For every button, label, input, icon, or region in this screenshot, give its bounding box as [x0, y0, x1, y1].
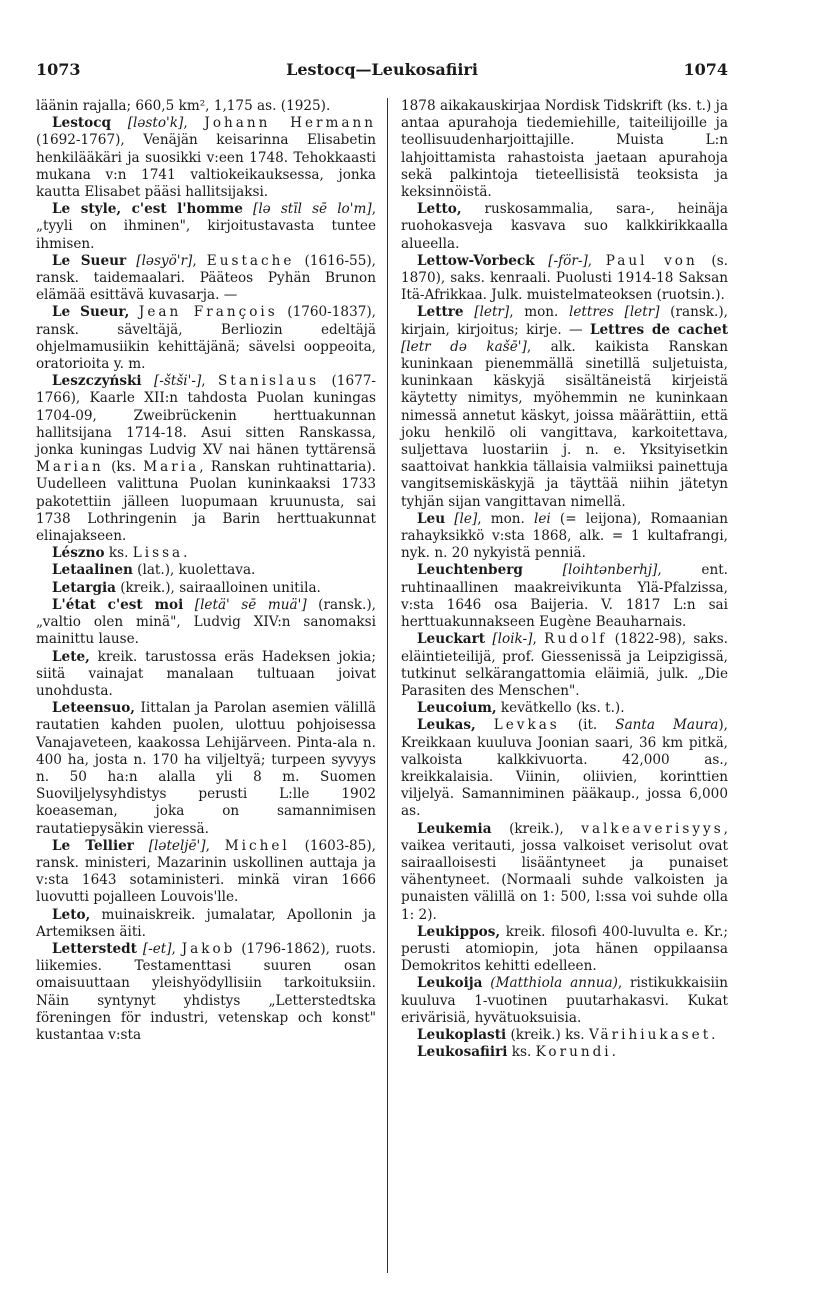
- entry-text: (1822-98), saks. eläintieteilijä, prof. Giessenissä ja Leipzigissä, tutkinut selkärangattomia eläimiä, julk. „Die Parasiten des Menschen".: [401, 631, 728, 699]
- entry-paragraph: [401, 511, 728, 563]
- entry-headword: Leukoplasti: [417, 1026, 507, 1043]
- entry-paragraph: [36, 562, 376, 579]
- entry-text: (1692-1767), Venäjän keisarinna Elisabetin henkilääkäri ja suosikki v:een 1748. Tehokkaasti mukana v:n 1741 valtiokeikauksessa, jonka kautta Elisabet pääsi hallitsijaksi.: [36, 132, 376, 201]
- left-column: [36, 98, 376, 1044]
- entry-text: (Matthiola annua): [490, 975, 618, 992]
- entry-text: (s. 1870), saks. kenraali. Puolusti 1914-18 Saksan Itä-Afrikkaa. Julk. muistelmateoksen (ruotsin.).: [401, 252, 728, 304]
- entry-headword: L'état c'est moi: [52, 596, 184, 613]
- entry-text: ,: [183, 115, 205, 132]
- entry-headword: Leukippos,: [417, 923, 501, 940]
- entry-text: lei: [534, 510, 551, 527]
- entry-paragraph: [401, 1027, 728, 1044]
- entry-headword: Leuchtenberg: [417, 562, 523, 579]
- entry-paragraph: [401, 975, 728, 1027]
- entry-text: ks.: [104, 545, 133, 562]
- entry-text: Rudolf: [544, 631, 608, 648]
- entry-text: (it.: [559, 717, 616, 734]
- entry-headword: Lettow-Vorbeck: [417, 252, 535, 269]
- entry-paragraph: [36, 907, 376, 941]
- entry-text: [-för-]: [548, 252, 588, 269]
- entry-text: muinaiskreik. jumalatar, Apollonin ja Artemiksen äiti.: [36, 906, 376, 940]
- entry-headword: Letterstedt: [52, 940, 137, 957]
- entry-text: ,: [205, 837, 225, 854]
- entry-text: Santa Maura: [615, 717, 719, 734]
- right-column: [401, 98, 728, 1061]
- entry-paragraph: [401, 253, 728, 305]
- entry-text: (= leijona), Romaanian rahayksikkö v:sta 1868, alk. = 1 kultafrangi, nyk. n. 20 nykyistä penniä.: [401, 510, 728, 562]
- entry-paragraph: [401, 562, 728, 631]
- entry-paragraph: [401, 201, 728, 253]
- entry-text: lettres [letr]: [569, 304, 660, 321]
- page-header: [36, 60, 728, 86]
- entry-paragraph: [401, 821, 728, 924]
- page-number-left: 1073: [36, 60, 81, 79]
- entry-text: , ristikukkaisiin kuuluva 1-vuotinen puutarhakasvi. Kukat erivärisiä, hyvätuoksuisia.: [401, 975, 729, 1026]
- entry-headword: Leszczyński: [52, 373, 142, 390]
- entry-paragraph: [36, 304, 376, 373]
- entry-text: ,: [532, 631, 545, 648]
- entry-text: [183, 597, 195, 613]
- entry-text: Värihiukaset: [588, 1026, 712, 1043]
- entry-paragraph: [36, 373, 376, 545]
- entry-text: valkeaverisyys: [581, 820, 724, 837]
- entry-text: (1760-1837), ransk. säveltäjä, Berliozin edeltäjä ohjelmamusiikin kehittäjänä; sävelsi ooppeoita, oratorioita y. m.: [36, 304, 376, 373]
- entry-text: ), Kreikkaan kuuluva Joonian saari, 36 km pitkä, valkoista kalkkivuorta. 42,000 as., kreikkalaisia. Viinin, oliivien, korinttien viljelyä. Samanniminen pääkaup., jossa 6,000 as.: [401, 717, 728, 820]
- entry-text: läänin rajalla; 660,5 km², 1,175 as. (1925).: [36, 98, 331, 114]
- entry-text: , Ranskan ruhtinattaria). Uudelleen valittuna Puolan kuninkaaksi 1733 pakotettiin jälleen luopumaan kruunusta, sai 1738 Lothringenin ja Barin herttuakunnat elinajakseen.: [36, 459, 376, 545]
- entry-text: [ləteljē']: [148, 837, 206, 854]
- entry-text: Marian: [36, 459, 104, 476]
- entry-headword: Lestocq: [52, 115, 111, 132]
- entry-text: , ent. ruhtinaallinen maakreivikunta Ylä-Pfalzissa, v:sta 1646 osa Baijeria. V. 1817 L:n sai herttuakunnakseen Eugène Beauharnais.: [401, 562, 728, 631]
- entry-text: (lat.), kuolettava.: [132, 562, 256, 579]
- entry-text: [letä' sē muä']: [194, 596, 307, 613]
- entry-paragraph: [401, 1044, 728, 1061]
- entry-headword: Leuckart: [417, 631, 486, 648]
- entry-text: Michel: [224, 837, 290, 854]
- entry-text: kreik. tarustossa eräs Hadeksen jokia; siitä vainajat manalaan tultuaan joivat unohdusta.: [36, 648, 376, 699]
- entry-text: Maria: [143, 459, 200, 476]
- running-title: Lestocq—Leukosafiiri: [286, 60, 478, 79]
- entry-text: kevätkello (ks. t.).: [496, 700, 625, 717]
- entry-paragraph: [401, 98, 728, 201]
- entry-text: [134, 838, 149, 854]
- entry-headword: Lettre: [417, 304, 464, 321]
- entry-text: Johann Hermann: [204, 115, 376, 132]
- entry-text: Paul von: [605, 252, 698, 269]
- entry-text: Levkas: [493, 717, 560, 734]
- entry-text: [464, 304, 475, 320]
- entry-text: Jean François: [138, 304, 278, 321]
- entry-text: [loik-]: [492, 631, 533, 648]
- entry-paragraph: [36, 580, 376, 597]
- entry-headword: Lettres de cachet: [589, 321, 728, 338]
- entry-text: [445, 511, 454, 527]
- entry-text: [ləsyö'r]: [136, 252, 193, 269]
- entry-text: [loihtənberhj]: [562, 562, 658, 579]
- entry-headword: Leto,: [52, 906, 91, 923]
- entry-headword: Letargia: [52, 579, 116, 596]
- entry-paragraph: [36, 201, 376, 253]
- entry-paragraph: [401, 631, 728, 700]
- column-divider: [387, 98, 388, 1273]
- entry-headword: Leukoija: [417, 975, 483, 992]
- entry-paragraph: [401, 717, 728, 820]
- entry-text: ,: [192, 252, 207, 269]
- entry-headword: Leteensuo,: [52, 700, 136, 717]
- entry-text: ks.: [507, 1044, 536, 1061]
- entry-text: , alk. kaikista Ranskan kuninkaan pienemmällä sinetillä suljetuista, kuninkaan käskyjä sisältäneistä kirjeistä käytetty nimitys, myöhemmin ne kuninkaan nimessä annetut käskyt, joissa määrättiin, että joku henkilö oli vangittava, karkoitettava, suljettava luostariin j. n. e. Yksityisetkin saattoivat hankkia tällaisia valmiiksi painettuja vangitsemiskäskyjä ja täyttää niihin jätetyn tyhjän sijan vangittavan nimellä.: [401, 338, 729, 510]
- entry-headword: Le Tellier: [52, 837, 134, 854]
- entry-text: [126, 253, 136, 269]
- entry-text: , mon.: [509, 304, 570, 321]
- entry-paragraph: [36, 98, 376, 115]
- entry-text: 1878 aikakauskirjaa Nordisk Tidskrift (ks. t.) ja antaa apurahoja tiedemiehille, taiteilijoille ja teollisuudenharjoittajille. Muista L:n lahjoittamista rahastoista jaetaan apurahoja sekä palkintoja tieteellisistä teoksista ja keksinnöistä.: [401, 98, 728, 201]
- entry-text: Korundi: [535, 1044, 612, 1061]
- entry-text: [-štši'-]: [153, 373, 202, 390]
- entry-text: .: [711, 1026, 716, 1043]
- entry-text: Eustache: [206, 252, 295, 269]
- entry-text: [letr də kašē']: [401, 338, 527, 355]
- entry-headword: Letaalinen: [52, 562, 133, 579]
- entry-headword: Le Sueur,: [52, 304, 130, 321]
- entry-text: kreik. filosofi 400-luvulta e. Kr.; perusti atomiopin, jota hänen oppilaansa Demokritos kehitti edelleen.: [401, 923, 728, 975]
- entry-text: .: [611, 1044, 616, 1061]
- entry-headword: Le Sueur: [52, 252, 127, 269]
- entry-text: [129, 304, 139, 320]
- entry-headword: Lete,: [52, 648, 90, 665]
- entry-text: (1616-55), ransk. taidemaalari. Pääteos Pyhän Brunon elämää esittävä kuvasarja. —: [36, 252, 376, 304]
- entry-headword: Leukosafiiri: [417, 1044, 508, 1061]
- entry-text: (ransk.), kirjain, kirjoitus; kirje. —: [401, 304, 728, 338]
- entry-text: [le]: [454, 510, 478, 527]
- entry-text: (1796-1862), ruots. liikemies. Testamenttasi suuren osan omaisuuttaan yleishyödyllisiin tarkoituksiin. Näin syntynyt yhdistys „Letterstedtska föreningen för industri, vetenskap och konst" kustantaa v:sta: [36, 940, 376, 1043]
- entry-paragraph: [401, 700, 728, 717]
- entry-paragraph: [401, 304, 728, 510]
- entry-text: [-et]: [142, 940, 172, 957]
- entry-text: (ks.: [103, 459, 144, 476]
- entry-text: [243, 201, 253, 217]
- entry-text: Lissa: [132, 545, 184, 562]
- entry-headword: Letto,: [417, 201, 462, 218]
- entry-text: (kreik.), sairaalloinen unitila.: [115, 579, 321, 596]
- entry-text: , „tyyli on ihminen", kirjoitustavasta tuntee ihmisen.: [36, 201, 377, 252]
- entry-text: [476, 717, 494, 733]
- entry-text: [ləsto'k]: [127, 115, 184, 132]
- entry-text: (kreik.) ks.: [506, 1026, 589, 1043]
- entry-paragraph: [36, 700, 376, 838]
- entry-text: ,: [201, 373, 218, 390]
- entry-text: Jakob: [181, 940, 236, 957]
- entry-paragraph: [36, 941, 376, 1044]
- entry-text: ,: [587, 252, 606, 269]
- entry-headword: Leu: [417, 510, 446, 527]
- entry-text: Stanislaus: [217, 373, 320, 390]
- entry-text: (kreik.),: [491, 820, 582, 837]
- entry-headword: Leucoium,: [417, 700, 497, 717]
- entry-headword: Leukemia: [417, 820, 492, 837]
- entry-headword: Lészno: [52, 545, 105, 562]
- page-number-right: 1074: [683, 60, 728, 79]
- entry-text: , mon.: [477, 510, 535, 527]
- entry-text: [142, 373, 154, 389]
- entry-text: ruskosammalia, sara-, heinäja ruohokasveja kasvava suo kalkkirikkaalla alueella.: [401, 201, 728, 252]
- entry-paragraph: [401, 924, 728, 976]
- entry-text: (ransk.), „valtio olen minä", Ludvig XIV:n sanomaksi mainittu lause.: [36, 596, 376, 648]
- entry-headword: Le style, c'est l'homme: [52, 201, 243, 218]
- entry-text: [letr]: [474, 304, 510, 321]
- entry-paragraph: [36, 597, 376, 649]
- entry-text: (1603-85), ransk. ministeri, Mazarinin uskollinen auttaja ja v:sta 1643 sotaministeri. minkä viran 1666 luovutti pojalleen Louvois'lle.: [36, 837, 376, 906]
- entry-paragraph: [36, 253, 376, 305]
- entry-paragraph: [36, 838, 376, 907]
- entry-text: , vaikea veritauti, jossa valkoiset verisolut ovat sairaalloisesti lisääntyneet ja punaiset vähentyneet. (Normaali suhde valkoisten ja punaisten välillä on 1: 500, l:ssa voi suhde olla 1: 2).: [401, 820, 728, 923]
- entry-text: (1677-1766), Kaarle XII:n tahdosta Puolan kuningas 1704-09, Zweibrückenin herttuakunnan hallitsijana 1714-18. Asui sitten Ranskassa, jonka kuningas Ludvig XV nai hänen tyttärensä: [36, 373, 376, 459]
- entry-text: .: [183, 545, 188, 562]
- entry-text: [535, 253, 549, 269]
- entry-paragraph: [36, 545, 376, 562]
- entry-text: [111, 115, 128, 131]
- entry-text: [lə stīl sē lo'm]: [253, 201, 372, 218]
- entry-text: Iittalan ja Parolan asemien välillä rautatien kahden puolen, ulottuu pohjoisessa Vanajaveteen, kaakossa Lehijärveen. Pinta-ala n. 400 ha, josta n. 170 ha viljeltyä; turpeen syvyys n. 50 ha:n alalla yli 8 m. Suomen Suoviljelysyhdistys perusti L:lle 1902 koeaseman, joka on samannimisen rautatiepysäkin vieressä.: [36, 700, 376, 837]
- entry-headword: Leukas,: [417, 717, 476, 734]
- entry-text: [523, 562, 563, 578]
- entry-text: ,: [171, 940, 182, 957]
- entry-paragraph: [36, 115, 376, 201]
- entry-paragraph: [36, 649, 376, 701]
